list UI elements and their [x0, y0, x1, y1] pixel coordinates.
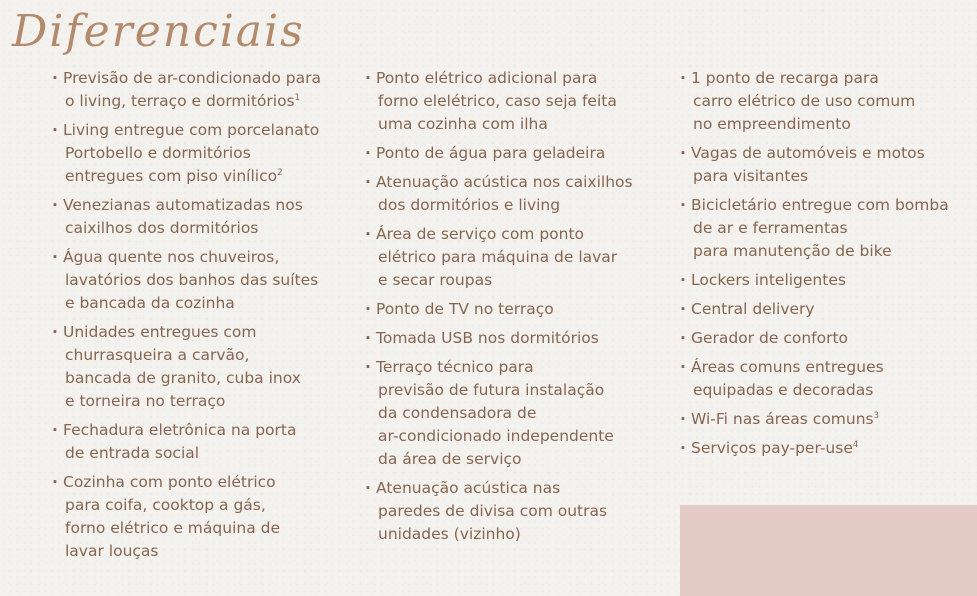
- feature-line: e secar roupas: [378, 271, 493, 289]
- feature-line: e bancada da cozinha: [65, 294, 235, 312]
- feature-text: entregues com piso vinílico: [65, 167, 278, 185]
- feature-line: · Cozinha com ponto elétrico: [63, 473, 276, 491]
- feature-line: · Gerador de conforto: [691, 329, 849, 347]
- feature-item: [365, 67, 665, 136]
- page-title: Diferenciais: [12, 6, 305, 57]
- feature-line: de ar e ferramentas: [693, 219, 848, 237]
- feature-line: · Central delivery: [691, 300, 815, 318]
- feature-item: [365, 171, 665, 217]
- feature-item: [680, 269, 975, 292]
- features-column-1: [52, 67, 352, 569]
- feature-item: [52, 194, 352, 240]
- feature-line: · Áreas comuns entregues: [691, 358, 884, 376]
- feature-item: [680, 298, 975, 321]
- feature-line: · Unidades entregues com: [63, 323, 257, 341]
- feature-line: uma cozinha com ilha: [378, 115, 548, 133]
- feature-item: [680, 142, 975, 188]
- feature-line: e torneira no terraço: [65, 392, 226, 410]
- feature-line: [691, 437, 975, 460]
- feature-item: [52, 471, 352, 563]
- feature-line: · Ponto de água para geladeira: [376, 144, 606, 162]
- feature-line: caixilhos dos dormitórios: [65, 219, 259, 237]
- feature-line: · Fechadura eletrônica na porta: [63, 421, 297, 439]
- feature-text: Wi-Fi nas áreas comuns: [691, 410, 874, 428]
- feature-text: Serviços pay-per-use: [691, 439, 853, 457]
- feature-line: para coifa, cooktop a gás,: [65, 496, 266, 514]
- feature-item: [680, 437, 975, 460]
- feature-line: lavatórios dos banhos das suítes: [65, 271, 319, 289]
- feature-line: · Área de serviço com ponto: [376, 225, 585, 243]
- feature-line: no empreendimento: [693, 115, 851, 133]
- feature-line: · Tomada USB nos dormitórios: [376, 329, 599, 347]
- feature-item: [680, 408, 975, 431]
- feature-line: para visitantes: [693, 167, 809, 185]
- feature-item: [52, 67, 352, 113]
- feature-line: · Atenuação acústica nas: [376, 479, 561, 497]
- decorative-pink-block: [680, 505, 977, 596]
- feature-line: · Atenuação acústica nos caixilhos: [376, 173, 633, 191]
- feature-item: [365, 356, 665, 471]
- feature-line: unidades (vizinho): [378, 525, 521, 543]
- feature-line: · Vagas de automóveis e motos: [691, 144, 925, 162]
- footnote-marker: 3: [873, 410, 880, 421]
- feature-line: dos dormitórios e living: [378, 196, 561, 214]
- feature-line: · Lockers inteligentes: [691, 271, 846, 289]
- feature-item: [52, 119, 352, 188]
- feature-line: da condensadora de: [378, 404, 537, 422]
- feature-line: de entrada social: [65, 444, 200, 462]
- feature-item: [680, 194, 975, 263]
- feature-line: [63, 165, 352, 188]
- feature-line: elétrico para máquina de lavar: [378, 248, 618, 266]
- feature-line: previsão de futura instalação: [378, 381, 605, 399]
- feature-line: bancada de granito, cuba inox: [65, 369, 301, 387]
- feature-line: churrasqueira a carvão,: [65, 346, 250, 364]
- features-column-2: [365, 67, 665, 552]
- feature-item: [365, 327, 665, 350]
- feature-line: da área de serviço: [378, 450, 522, 468]
- feature-line: · Bicicletário entregue com bomba: [691, 196, 949, 214]
- feature-line: · Living entregue com porcelanato: [63, 121, 320, 139]
- feature-line: · Venezianas automatizadas nos: [63, 196, 303, 214]
- feature-item: [365, 477, 665, 546]
- feature-line: paredes de divisa com outras: [378, 502, 608, 520]
- feature-line: · Água quente nos chuveiros,: [63, 248, 280, 266]
- feature-line: · Terraço técnico para: [376, 358, 534, 376]
- feature-line: carro elétrico de uso comum: [693, 92, 916, 110]
- feature-item: [52, 419, 352, 465]
- feature-line: forno elelétrico, caso seja feita: [378, 92, 617, 110]
- feature-line: · Previsão de ar-condicionado para: [63, 69, 321, 87]
- feature-line: ar-condicionado independente: [378, 427, 614, 445]
- feature-line: lavar louças: [65, 542, 159, 560]
- feature-line: [691, 408, 975, 431]
- feature-item: [365, 223, 665, 292]
- feature-item: [52, 246, 352, 315]
- feature-line: · 1 ponto de recarga para: [691, 69, 879, 87]
- features-column-3: [680, 67, 975, 466]
- footnote-marker: 1: [294, 92, 301, 103]
- feature-item: [680, 327, 975, 350]
- feature-line: [63, 90, 352, 113]
- feature-item: [52, 321, 352, 413]
- feature-line: · Ponto elétrico adicional para: [376, 69, 598, 87]
- feature-line: forno elétrico e máquina de: [65, 519, 280, 537]
- feature-item: [365, 142, 665, 165]
- footnote-marker: 2: [277, 167, 283, 178]
- feature-item: [680, 356, 975, 402]
- feature-line: · Ponto de TV no terraço: [376, 300, 554, 318]
- feature-line: para manutenção de bike: [693, 242, 892, 260]
- feature-text: o living, terraço e dormitórios: [65, 92, 295, 110]
- footnote-marker: 4: [852, 439, 859, 450]
- feature-item: [680, 67, 975, 136]
- feature-line: Portobello e dormitórios: [65, 144, 251, 162]
- feature-line: equipadas e decoradas: [693, 381, 874, 399]
- feature-item: [365, 298, 665, 321]
